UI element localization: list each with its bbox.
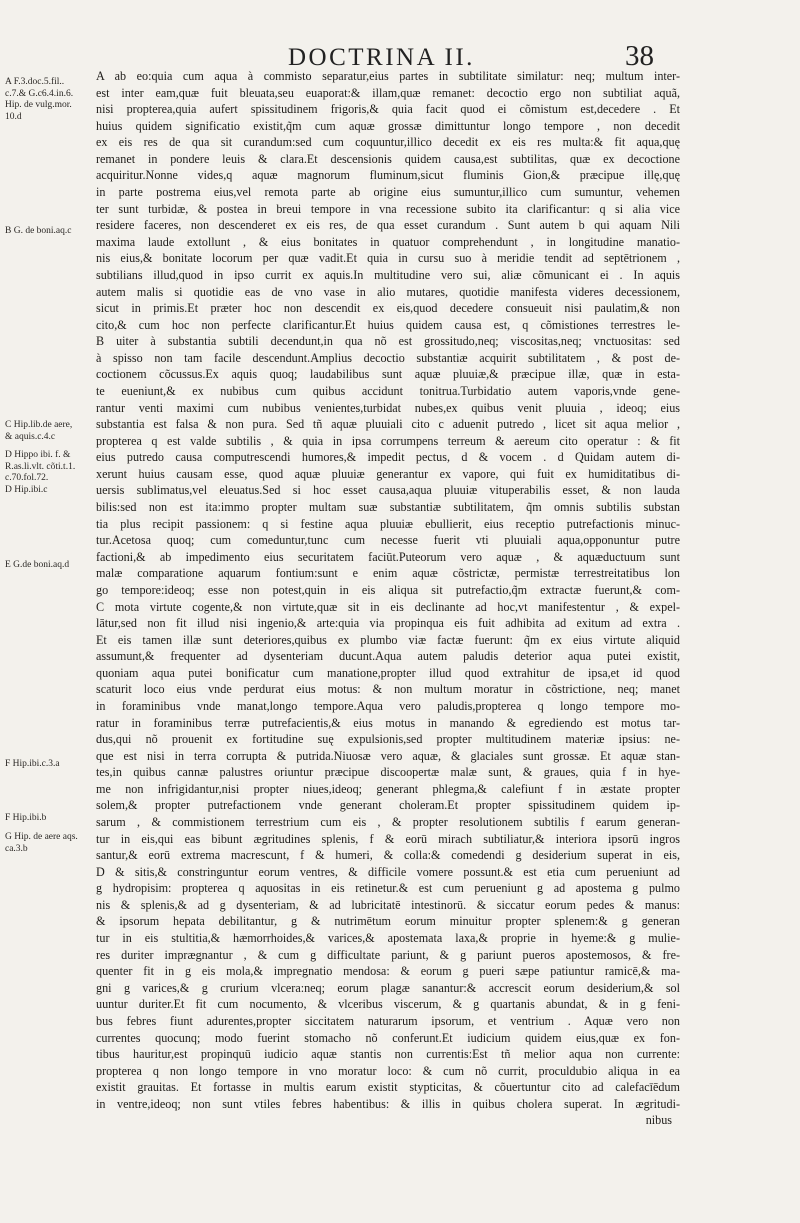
text-line: existit grauitas. Et fortasse in multis earum existit stypticitas, & cõuertuntur cito ad calefacīēdum [96, 1080, 680, 1095]
text-line: tia plus recipit passionem: q si festine aqua pluuiæ ebullierit, eius receptio putrefactionis minuc- [96, 516, 680, 531]
text-line: ratur in foraminibus terræ putrefacientis,& eius motus in manando & egrediendo est motus tar- [96, 715, 680, 730]
text-line: gni g varices,& g crurium vlcera:neq; eorum plagæ sanantur:& accrescit eorum desiderium,& sol [96, 980, 680, 995]
text-line: nisi propterea,quia aufert spissitudinem frigoris,& quia facit quod ei cõmistum est,decedere . Et [96, 102, 680, 117]
text-line: in foraminibus vnde manat,longo tempore.Aqua vero paludis,propterea q longo tempore mo- [96, 698, 680, 713]
margin-note: G Hip. de aere aqs. ca.3.b [5, 832, 78, 854]
text-line: santur,& eorū extrema macrescunt, f & humeri, & colla:& comedendi g desiderium superat in eis, [96, 848, 680, 863]
margin-note: F Hip.ibi.c.3.a [5, 759, 60, 769]
text-line: lātur,sed non fit illud nisi ingenio,& arte:quia via propinqua eis fuit adhibita ad exitum ad extra . [96, 616, 680, 631]
page-number: 38 [625, 40, 654, 72]
text-line: sarum , & commistionem terrestrium cum eis , & propter resolutionem subtilis f earum generan- [96, 815, 680, 830]
text-line: nis eius,& bonitate locorum per quæ vadit.Et quia in cursu suo à meridie tendit ad septētrionem , [96, 251, 680, 266]
text-line: nibus [645, 1113, 672, 1128]
text-line: acquiritur.Nonne vides,q aquæ magnorum fluminum,sicut fluminis Gion,& præcipue illę,quę [96, 168, 680, 183]
text-line: nis & splenis,& ad g dysenteriam, & ad lubricitatē intestinorū. & siccatur eorum pedes & manus: [96, 897, 680, 912]
text-line: & ipsorum hepata debilitantur, g & nutrimētum eorum minuitur propter splenem:& g generan [96, 914, 680, 929]
text-line: sicut in primis.Et præter hoc non descendit ex eis,quod decedere consueuit nisi paulatim,& non [96, 301, 680, 316]
text-line: malæ comparatione aquarum fontium:sunt e enim aquæ cõstrictæ, permistæ terrestreitatibus lon [96, 566, 680, 581]
margin-note: D Hippo ibi. f. & R.as.li.vlt. cõti.t.1. c.70.fol.72. D Hip.ibi.c [5, 450, 76, 495]
text-line: D & sitis,& constringuntur eorum ventres, & difficile vomere possunt.& est etia cum perueniunt ad [96, 864, 680, 879]
text-line: scaturit loco eius vnde perdurat eius motus: & non multum moratur in cõstrictione, neq; manet [96, 682, 680, 697]
text-line: Et eis tamen illæ sunt deteriores,quibus ex plumbo viæ factæ fuerunt: q̃m ex eius virtute aliquid [96, 632, 680, 647]
text-line: que est nisi in terra corrupta & putrida.Niuosæ vero aquæ, & glaciales sunt grossæ. Et aquæ stan- [96, 748, 680, 763]
text-line: tur.Acetosa quoq; cum comeduntur,tunc cum necesse fuerit vti pluuiali aqua,opponuntur putre [96, 533, 680, 548]
text-line: xerunt huius causam esse, quod aquæ pluuiæ generantur ex vapore, qui fuit ex humiditatibus di- [96, 466, 680, 481]
text-line: propterea q non longo tempore in vno moratur loco: & cum nõ currit, proculdubio aliqua in ea [96, 1063, 680, 1078]
text-line: in parte postrema eius,vel remota parte ab origine eius sumuntur,illico cum sumuntur, vehemen [96, 185, 680, 200]
text-line: est inter eam,quæ fuit bleuata,seu euaporat:& illam,quæ remanet: decoctio ergo non subtiliat aquã, [96, 85, 680, 100]
text-line: uersis sublimatus,vel eleuatus.Sed si hoc esset causa,aqua pluuiæ vituperabilis esset, & non lauda [96, 483, 680, 498]
text-line: solem,& propter putrefactionem vnde generant choleram.Et propter spissitudinem quidem ip- [96, 798, 680, 813]
text-line: ex eis res de qua sit curandum:sed cum coquuntur,illico decedit ex eis res multa:& fit aqua,quę [96, 135, 680, 150]
text-line: tur in eis stultitia,& hæmorrhoides,& varices,& apostemata laxa,& proprie in hyeme:& g mulie- [96, 931, 680, 946]
text-line: tibus hauritur,est propinquū iudicio aquæ stantis non currentis:Est tñ melior aqua non currente: [96, 1047, 680, 1062]
text-line: te eueniunt,& ex nubibus cum quibus accidunt tonitrua.Turbidatio autem vaporis,vnde gene- [96, 383, 680, 398]
text-line: tur in eis,qui eas bibunt ægritudines splenis, f & eorū mirach subtiliatur,& interiora ipsorū ingros [96, 831, 680, 846]
text-line: B uiter à substantia subtili decendunt,in qua nõ est grossitudo,neq; viscositas,neq; vnctuositas: sed [96, 334, 680, 349]
text-line: quoniam aqua putei bonificatur cum manatione,propter illud quod extrahitur de ipsa,et id quod [96, 665, 680, 680]
text-line: ter sunt turbidæ, & postea in breui tempore in vna recessione subito ita clarificantur: q si alia vice [96, 201, 680, 216]
margin-note: E G.de boni.aq.d [5, 560, 70, 570]
text-line: residere faceres, non descenderet ex eis res, de qua esset curandum . Sunt autem b qui aquam Nili [96, 218, 680, 233]
text-line: cito,& cum hoc non perfecte clarificantur.Et huius quidem causa est, q cõmistiones terrestres le- [96, 317, 680, 332]
margin-notes [0, 0, 100, 1223]
text-line: propterea q est valde subtilis , & quia in ipsa corrumpens terreum & aereum cito operatur : & fit [96, 433, 680, 448]
text-line: eius putredo causa computrescendi humores,& impedit pectus, d & vocem . d Quidam autem di- [96, 450, 680, 465]
text-line: assumunt,& frequenter ad dysenteriam ducunt.Aqua autem paludis deterior aqua putei existit, [96, 649, 680, 664]
text-line: dus,qui nõ prouenit ex fortitudine suę expulsionis,sed propter multitudinem materiæ ipsius: ne- [96, 732, 680, 747]
text-line: go tempore:ideoq; esse non potest,quin in eis aliqua sit putrefactio,q̃m extractæ fuerunt,& com- [96, 582, 680, 597]
text-line: subtilians illud,quod in ipso currit ex aquis.In multitudine vero sui, aliæ cõmunicant ei . In aquis [96, 267, 680, 282]
text-line: autem malis si quotidie eas de vno vase in alio mutares, quotidie manifesta videres decessionem, [96, 284, 680, 299]
text-line: bilis:sed non est ita:immo propter multam suæ substantiæ subtilitatem, q̃m omnis subtilis substan [96, 500, 680, 515]
text-line: factioni,& ab impedimento eius securitatem faciūt.Puteorum vero aquæ , & aquæductuum sunt [96, 549, 680, 564]
margin-note: C Hip.lib.de aere, & aquis.c.4.c [5, 420, 73, 442]
text-line: currentes quocunq; modo fuerint stomacho nõ conferunt.Et iudicium quidem eius,quæ ex fon- [96, 1030, 680, 1045]
text-line: coctionem cõcussus.Ex aquis quoq; laudabilibus sunt aquæ pluuiæ,& præcipue illæ, quæ in esta- [96, 367, 680, 382]
text-line: tes,in quibus cannæ palustres oriuntur præcipue discoopertæ malæ sunt, & graues, quia f in hye- [96, 765, 680, 780]
text-line: huius quidem significatio existit,q̃m cum aquæ grossæ dimittuntur longo tempore , non decedit [96, 118, 680, 133]
margin-note: B G. de boni.aq.c [5, 226, 72, 236]
text-line: g hydropisim: propterea q aquositas in eis retinetur.& est cum perueniunt g ad apostema g pulmo [96, 881, 680, 896]
text-line: quenter fit in g eis mola,& impregnatio mendosa: & eorum g pueri sæpe patiuntur ramicē,& ma- [96, 964, 680, 979]
text-line: A ab eo:quia cum aqua à commisto separatur,eius partes in subtilitate similatur: neq; multum inter- [96, 69, 680, 83]
running-head: DOCTRINA II. [288, 44, 475, 71]
margin-note: A F.3.doc.5.fil.. c.7.& G.c6.4.in.6. Hip. de vulg.mor. 10.d [5, 77, 74, 122]
text-line: remanet in pondere leuis & clara.Et descensionis quidem causa,est subtilitas, quæ ex decoctione [96, 151, 680, 166]
text-line: substantia est falsa & non pura. Sed tñ aquæ pluuiali cito c aduenit putredo , licet sit aqua melior , [96, 417, 680, 432]
text-line: à spisso non tam facile descendunt.Amplius decoctio substantiæ acquirit subtilitatem , & post de- [96, 350, 680, 365]
text-line: me non infrigidantur,nisi propter niues,ideoq; generant phlegma,& calefiunt f in æstate propter [96, 781, 680, 796]
text-line: maxima laude extollunt , & eius bonitates in quatuor comprehendunt , in longitudine manatio- [96, 234, 680, 249]
text-line: in ventre,ideoq; non sunt vtiles febres habentibus: & illis in quibus cholera superat. In ægritudi- [96, 1096, 680, 1111]
text-line: uuntur duriter.Et fit cum nocumento, & vlceribus viscerum, & g quartanis abundat, & in g feni- [96, 997, 680, 1012]
text-line: bus febres fiunt adurentes,propter siccitatem naturarum ipsorum, et ventrium . Aquæ vero non [96, 1013, 680, 1028]
text-line: res duriter imprægnantur , & cum g difficultate pariunt, & g pariunt pueros apostemosos, & fre- [96, 947, 680, 962]
body-text [96, 68, 680, 1129]
text-line: C mota virtute cogente,& non virtute,quæ sit in eis declinante ad hoc,vt manifestentur , & expel- [96, 599, 680, 614]
text-line: rantur venti maximi cum nubibus venientes,turbidat nubes,ex quibus venit pluuia , ideoq; eius [96, 400, 680, 415]
margin-note: F Hip.ibi.b [5, 813, 47, 823]
